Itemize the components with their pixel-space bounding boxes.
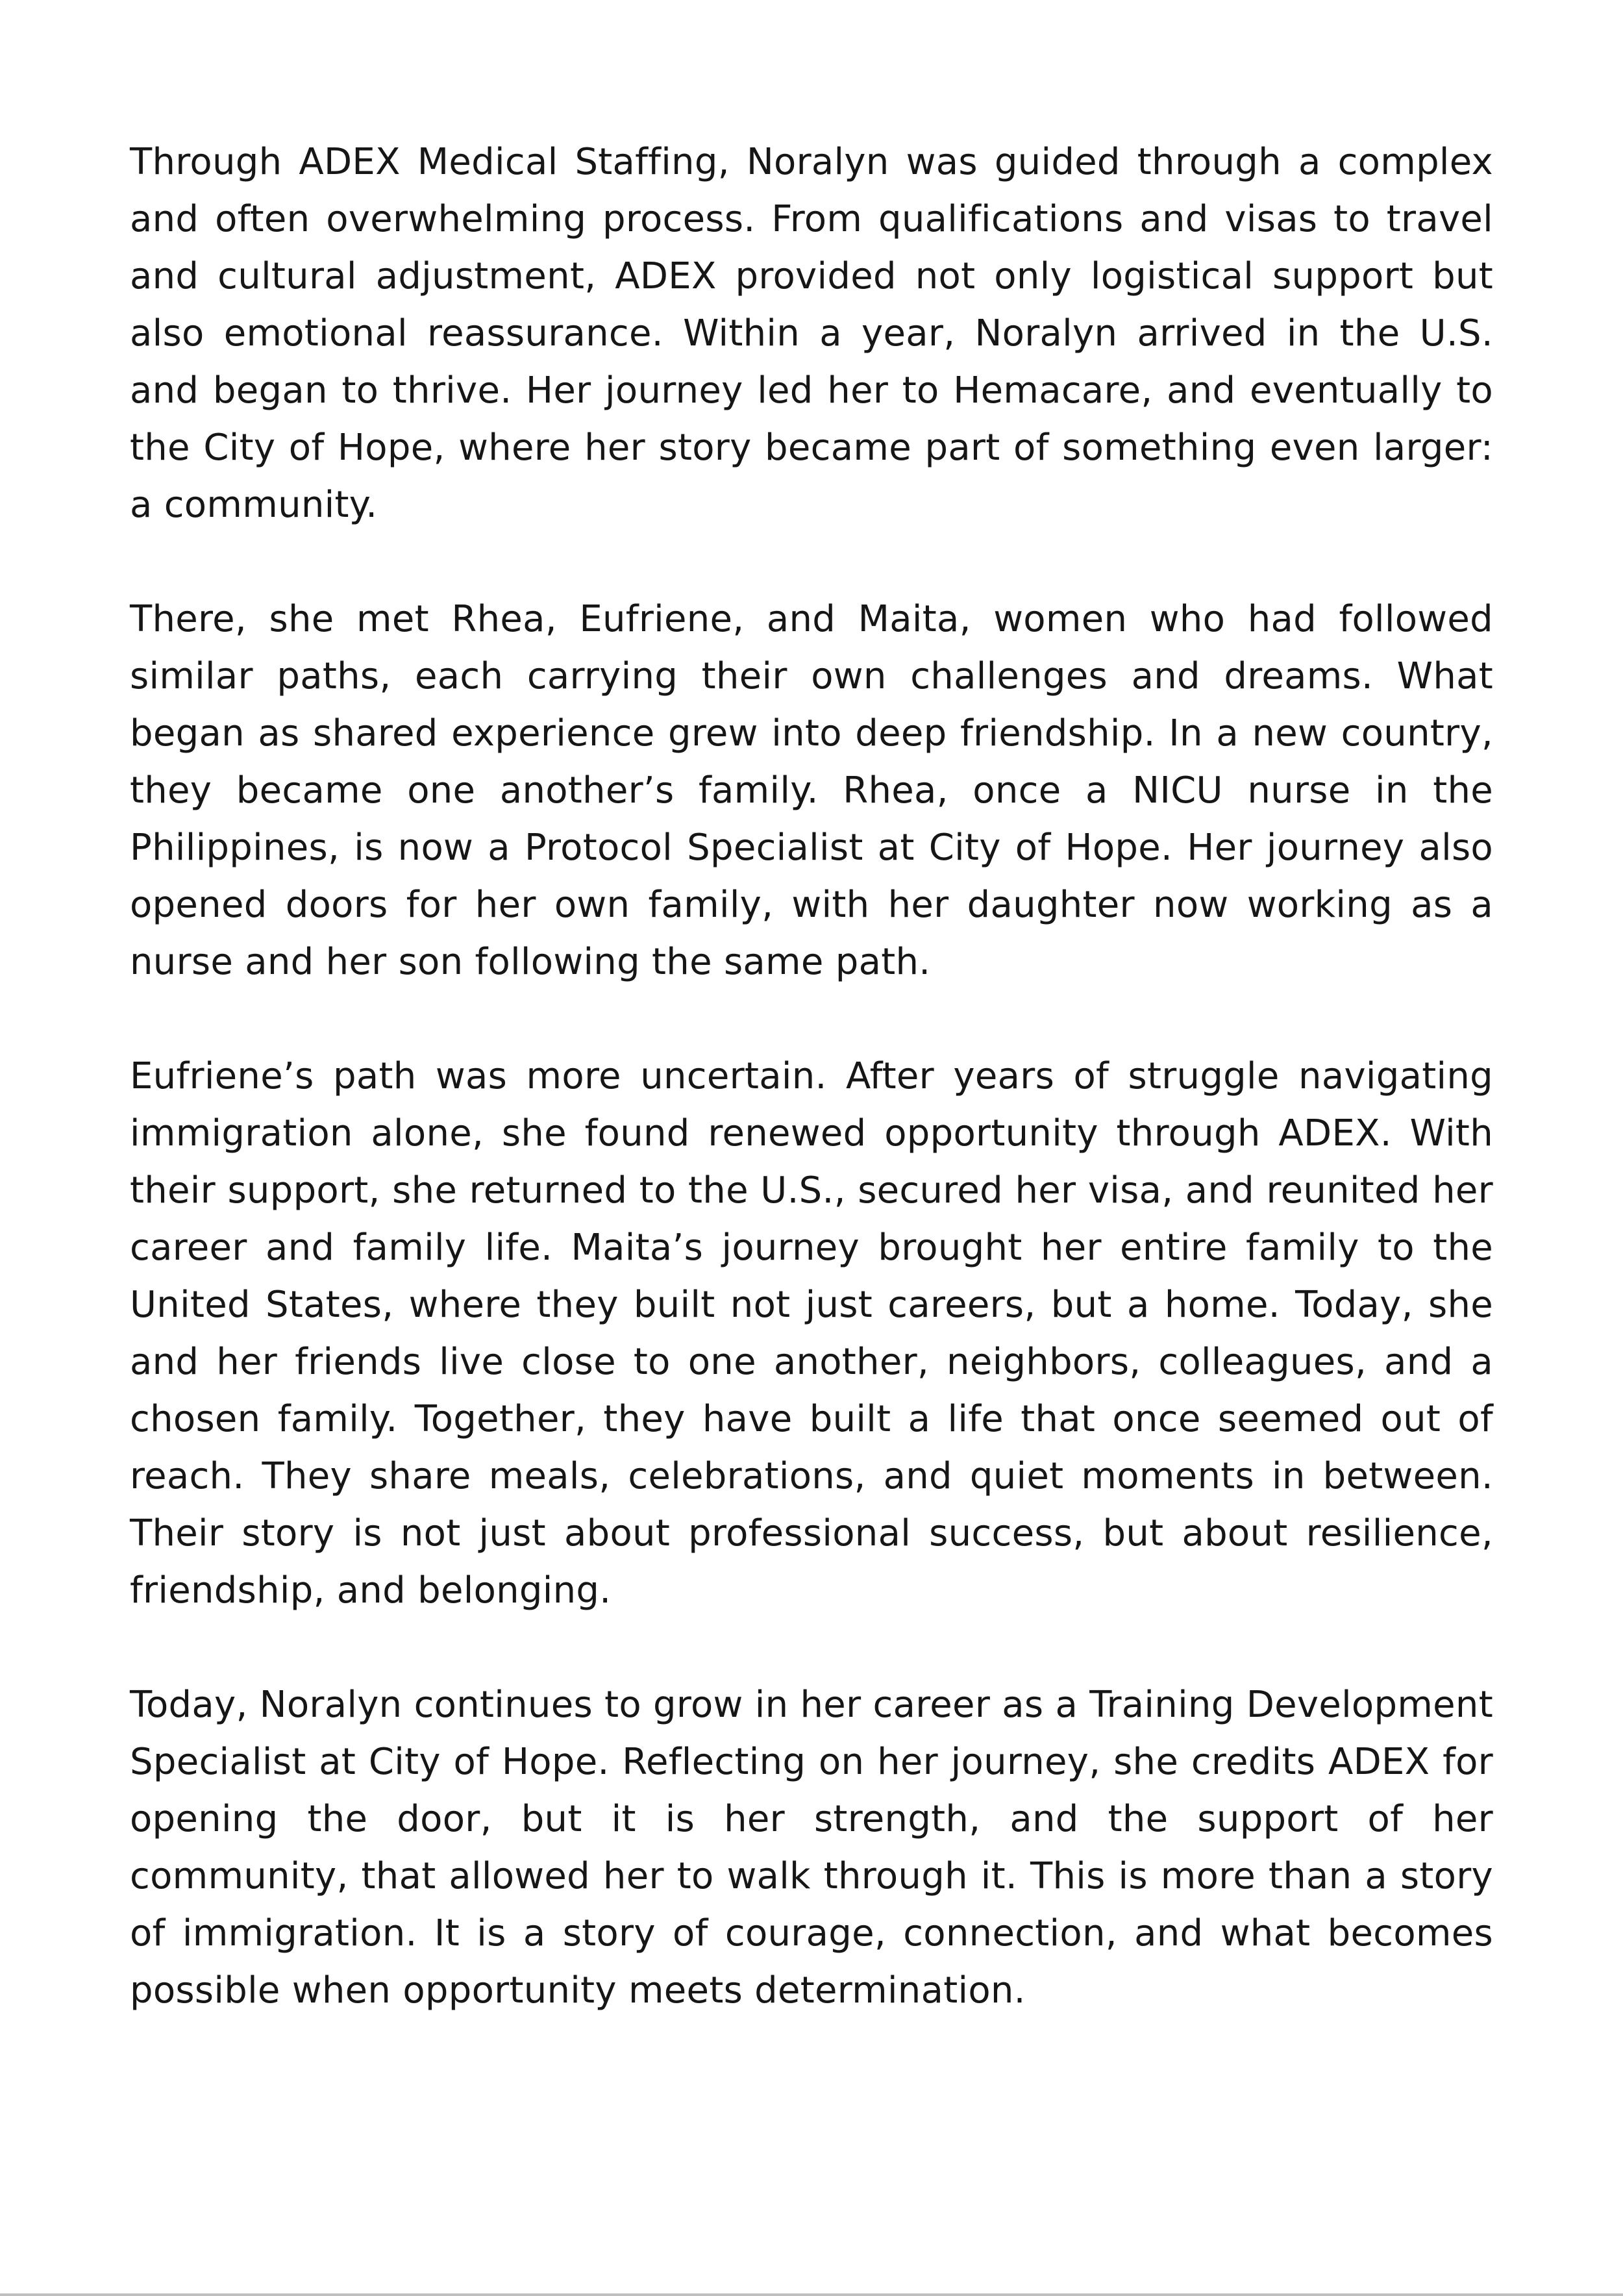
paragraph-community-friends: There, she met Rhea, Eufriene, and Maita, women who had followed similar paths, each carrying their own challenges and dreams. What began as shared experience grew into deep friendship. In a new country, they became one another’s family. Rhea, once a NICU nurse in the Philippines, is now a Protocol Specialist at City of Hope. Her journey also opened doors for her own family, with her daughter now working as a nurse and her son following the same path. bbox=[130, 598, 1493, 983]
page-bottom-divider bbox=[0, 2293, 1623, 2296]
paragraph-adex-journey: Through ADEX Medical Staffing, Noralyn was guided through a complex and often overwhelming process. From qualifications and visas to travel and cultural adjustment, ADEX provided not only logistical support but also emotional reassurance. Within a year, Noralyn arrived in the U.S. and began to thrive. Her journey led her to Hemacare, and eventually to the City of Hope, where her story became part of something even larger: a community. bbox=[130, 141, 1493, 526]
paragraph-eufriene-maita: Eufriene’s path was more uncertain. After years of struggle navigating immigration alone, she found renewed opportunity through ADEX. With their support, she returned to the U.S., secured her visa, and reunited her career and family life. Maita’s journey brought her entire family to the United States, where they built not just careers, but a home. Today, she and her friends live close to one another, neighbors, colleagues, and a chosen family. Together, they have built a life that once seemed out of reach. They share meals, celebrations, and quiet moments in between. Their story is not just about professional success, but about resilience, friendship, and belonging. bbox=[130, 1055, 1493, 1612]
document-body bbox=[130, 134, 1493, 2019]
paragraph-noralyn-today: Today, Noralyn continues to grow in her career as a Training Development Specialist at City of Hope. Reflecting on her journey, she credits ADEX for opening the door, but it is her strength, and the support of her community, that allowed her to walk through it. This is more than a story of immigration. It is a story of courage, connection, and what becomes possible when opportunity meets determination. bbox=[130, 1684, 1493, 2012]
